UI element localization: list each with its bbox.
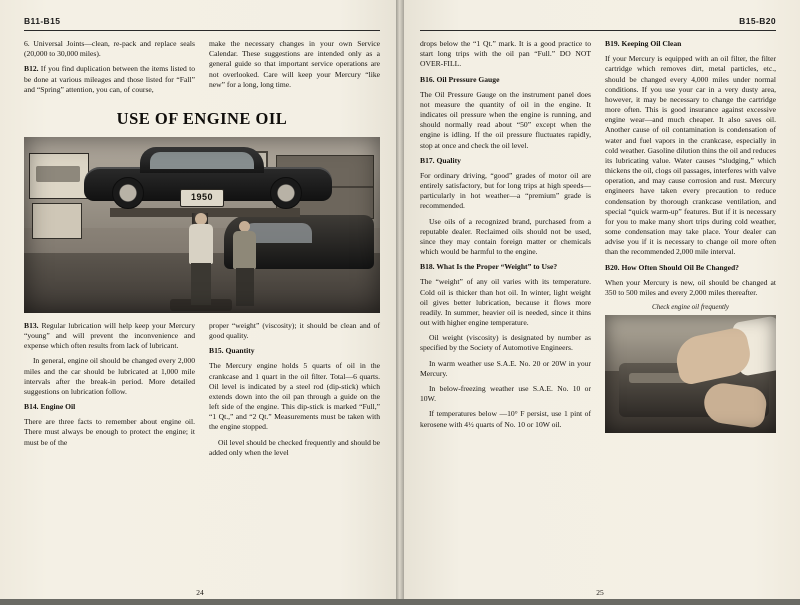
runhead-b18: B18. What Is the Proper “Weight” to Use? xyxy=(420,262,558,272)
paragraph-b19-body: If your Mercury is equipped with an oil filter, the filter cartridge which removes dirt, metal particles, etc., should be changed every 4,000 miles under normal conditions. If you use your car in a very dusty area, however, it may be necessary to change the cartridge more often. This is good insurance against excessive engine wear—and much cheaper. It also saves oil. Another cause of oil contamination is condensation of water and fuel vapors in the crankcase, especially in cold weather. Gasoline dilution thins the oil and reduces its lubricating value. Water causes “sludging,” which thickens the oil, clogs oil passages, interferes with valve operation, and may cause corrosion and rust. Mercury engineers have taken every precaution to reduce condensation by thorough crankcase ventilation, and special “quick warm-up” features. But if it is necessary for you to make many short trips during cold weather, some condensation may take place. Your dealer can advise you if it is necessary to change oil more often than the recommended 2,000 mile interval. xyxy=(605,54,776,257)
paragraph-b18-body-4: In below-freezing weather use S.A.E. No. 10 or 10W. xyxy=(420,383,591,404)
right-column-2 xyxy=(605,39,776,441)
paragraph-b12-text: If you find duplication between the items listed to be done at various mileages and those listed for “Fall” and “Spring” attention, you can, of course, xyxy=(24,64,195,94)
runhead-b15: B15. Quantity xyxy=(209,346,255,356)
left-bottom-column-1 xyxy=(24,321,195,463)
left-bottom-column-2 xyxy=(209,321,380,463)
paragraph-b14-body: There are three facts to remember about engine oil. There must always be enough to protect the engine; it must be of the xyxy=(24,417,195,447)
license-plate: 1950 xyxy=(180,189,224,207)
right-page xyxy=(400,0,800,605)
paragraph-b18-body: The “weight” of any oil varies with its temperature. Cold oil is thicker than hot oil. In winter, light weight oil gives better lubrication, because it flows more readily. In summer, heavier oil is needed, since it thins out with higher engine temperature. xyxy=(420,277,591,328)
runhead-b16: B16. Oil Pressure Gauge xyxy=(420,74,500,84)
left-column-2 xyxy=(209,39,380,100)
paragraph-b17-body-2: Use oils of a recognized brand, purchased from a reputable dealer. Reclaimed oils should not be used, since they may contain foreign matter or chemicals which would be harmful to the engine. xyxy=(420,216,591,257)
right-columns xyxy=(420,39,776,441)
section-title: USE OF ENGINE OIL xyxy=(116,108,288,128)
paragraph-b13 xyxy=(24,321,195,352)
paragraph-b13-text: Regular lubrication will help keep your Mercury “young” and will prevent the inconvenience and expense which often results from lack of lubricant. xyxy=(24,320,195,351)
oil-photo-vignette xyxy=(605,315,776,433)
paragraph-b13-continued: In general, engine oil should be changed every 2,000 miles and the car should be lubricated at 1,000 mile intervals after the break-in period. More detailed suggestions on lubrication follow. xyxy=(24,356,195,396)
heading-b19 xyxy=(605,39,776,49)
heading-b18 xyxy=(420,262,591,272)
garage-illustration xyxy=(24,137,380,313)
heading-b14 xyxy=(24,402,195,412)
paragraph-b15-body-2: Oil level should be checked frequently and should be added only when the level xyxy=(209,437,380,457)
photo-vignette xyxy=(24,137,380,313)
left-bottom-columns xyxy=(24,321,380,463)
page-bottom-edge xyxy=(0,599,800,605)
heading-b15 xyxy=(209,346,380,356)
header-rule-left xyxy=(24,30,380,31)
left-page-header: B11-B15 xyxy=(24,16,61,26)
paragraph-b18-body-5: If temperatures below —10° F persist, use 1 pint of kerosene with 4½ quarts of No. 10 or 10W oil. xyxy=(420,409,591,429)
paragraph-item-6: 6. Universal Joints—clean, re-pack and replace seals (20,000 to 30,000 miles). xyxy=(24,39,195,59)
runhead-b12: B12. xyxy=(24,64,39,74)
header-rule-right xyxy=(420,30,776,31)
paragraph-b13-continued-2: proper “weight” (viscosity); it should be clean and of good quality. xyxy=(209,320,380,341)
runhead-b17: B17. Quality xyxy=(420,155,461,165)
oil-check-illustration xyxy=(605,315,776,433)
photo-caption: Check engine oil frequently xyxy=(652,303,729,312)
paragraph-b18-body-3: In warm weather use S.A.E. No. 20 or 20W in your Mercury. xyxy=(420,358,591,378)
oil-check-scene xyxy=(605,315,776,433)
right-column-1 xyxy=(420,39,591,441)
heading-b16 xyxy=(420,75,591,85)
runhead-b19: B19. Keeping Oil Clean xyxy=(605,39,682,48)
garage-scene xyxy=(24,137,380,313)
left-column-1 xyxy=(24,39,195,100)
left-page-folio: 24 xyxy=(196,588,204,597)
right-page-folio: 25 xyxy=(596,588,604,597)
heading-b20 xyxy=(605,263,776,273)
heading-b17 xyxy=(420,156,591,166)
paragraph-b12-continued: make the necessary changes in your own Service Calendar. These suggestions are intended only as a general guide so that important service operations are not overlooked. Care will keep your Mercury “like new” for a long, long time. xyxy=(209,39,380,89)
paragraph-b12 xyxy=(24,64,195,95)
runhead-b13: B13. xyxy=(24,320,39,330)
paragraph-b20-body: When your Mercury is new, oil should be changed at 350 to 500 miles and every 2,000 miles thereafter. xyxy=(605,277,776,297)
right-page-header: B15-B20 xyxy=(739,16,776,26)
paragraph-b18-body-2: Oil weight (viscosity) is designated by number as specified by the Society of Automotive Engineers. xyxy=(420,333,591,353)
left-top-columns xyxy=(24,39,380,100)
runhead-b20: B20. How Often Should Oil Be Changed? xyxy=(605,262,739,272)
paragraph-b16-body: The Oil Pressure Gauge on the instrument panel does not measure the quantity of oil in the engine. It indicates oil pressure when the engine is running, and should normally read about “50” except when the engine is idling. If the oil pressure fluctuates rapidly, stop at once and check the oil level. xyxy=(420,89,591,150)
paragraph-b15-continued: drops below the “1 Qt.” mark. It is a good practice to start long trips with the oil pan “Full.” DO NOT OVER-FILL. xyxy=(420,39,591,69)
runhead-b14: B14. Engine Oil xyxy=(24,402,76,412)
paragraph-b17-body: For ordinary driving, “good” grades of motor oil are entirely satisfactory, but for long trips at high speeds—particularly in hot weather—a “premium” grade is recommended. xyxy=(420,170,591,211)
paragraph-b15-body: The Mercury engine holds 5 quarts of oil in the crankcase and 1 quart in the oil filter. Total—6 quarts. Oil level is indicated by a steel rod (dip-stick) which extends down into the oil pan through a guide on the left side of the engine. This dip-stick is marked “Full,” “1 Qt.,” and “2 Qt.” Measurements must be taken with the engine stopped. xyxy=(209,361,380,432)
